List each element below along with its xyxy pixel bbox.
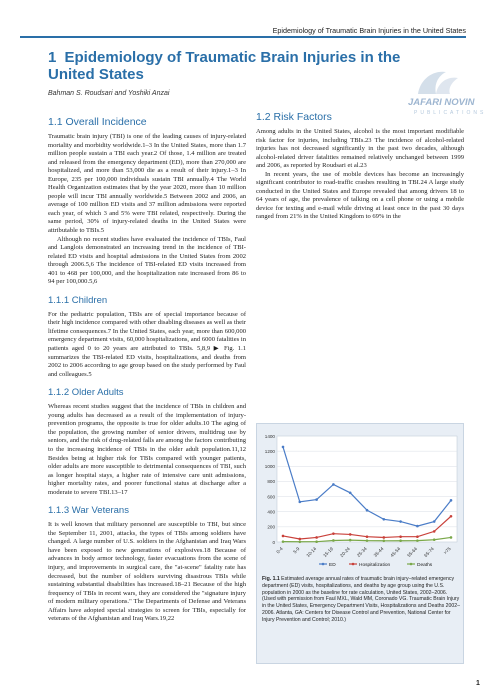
data-point [433,520,436,523]
chapter-title-text: Epidemiology of Traumatic Brain Injuries in the United States [48,49,401,83]
data-point [282,540,285,543]
y-tick-label: 1000 [264,464,275,470]
y-tick-label: 1200 [264,448,275,454]
watermark-subtitle: PUBLICATIONS [414,110,487,116]
left-column [48,111,246,624]
line-chart [257,424,465,574]
data-point [299,538,302,541]
x-tick-label: 20-24 [339,546,351,559]
data-point [315,540,318,543]
x-tick-label: 0-4 [275,546,284,555]
y-tick-label: 600 [267,494,275,500]
data-point [349,533,352,536]
x-tick-label: 35-44 [372,546,385,559]
data-point [332,532,335,535]
legend-marker [410,563,413,566]
data-point [332,483,335,486]
data-point [416,535,419,538]
data-point [416,525,419,528]
paragraph: It is well known that military personnel are susceptible to TBI, but since the September 11, 2001, attacks, the types of TBIs among soldiers have changed. A large number of U.S. soldiers in the Afghanistan and Iraq Wars have been exposed to new generations of explosives.18 Because of advances in body armor technology, faster evacuations from the scene of injury, and improvements in surgical care, the "at-scene" fatality rate has decreased, but the number of soldiers surviving disastrous TBIs while sustaining substantial disabilities has increased.18–21 Because of the high frequency of TBIs in recent wars, they are considered the "signature injury of modern military operations." The Departments of Defense and Veterans Affairs have adopted special strategies to screen for TBIs, especially for veterans of the Afghanistan and Iraq Wars.19,22 [48,521,246,623]
data-point [450,499,453,502]
paragraph: Although no recent studies have evaluated the incidence of TBIs, Faul and Langlois demonstrated an increasing trend in the incidence of TBI-related ED visits and hospital admissions in the United States from 2002 through 2006.5,6 The incidence of TBI-related ED visits increased from 401 to 468 per 100,000, and the hospitalization rate increased from 86 to 94 per 100,000.5,6 [48,235,246,286]
paragraph: Traumatic brain injury (TBI) is one of the leading causes of injury-related mortality and morbidity worldwide.1–3 In the United States, more than 1.7 million people sustain a TBI each year.2 Of those, 1.4 million are treated and released from the emergency department (ED), more than 270,000 are hospitalized, and more than 53,000 die as a result of their injury.1–3 In Europe, 235 per 100,000 individuals sustain TBI annually.4 The World Health Organization estimates that by the year 2020, more than 10 million people will incur TBI annually worldwide.5 Between 2002 and 2006, an average of 100 million ED visits and 37 million admissions were reported each year, of which 3 and 5% were TBI related, respectively. During the same period, 30% of injury-related deaths in the United States were attributable to TBIs.5 [48,133,246,235]
data-point [282,446,285,449]
chapter-authors: Bahman S. Roudsari and Yoshiki Anzai [48,90,170,97]
data-point [282,535,285,538]
data-point [299,540,302,543]
page-number: 1 [476,680,480,687]
x-tick-label: 25-34 [355,546,368,559]
data-point [433,538,436,541]
x-tick-label: 65-74 [423,546,435,559]
paragraph: For the pediatric population, TBIs are of special importance because of their high incidence compared with other disabling diseases as well as their lifetime consequences.7 In the United States, each year, more than 600,000 emergency department visits, 60,000 hospitalizations, and 6000 fatalities in patients aged 0 to 20 years are attributed to TBIs. 5,8,9 ▶ Fig. 1.1 summarizes the TBI-related ED visits, hospitalizations, and deaths from 2002 to 2006 according to age group based on the study performed by Faul and colleagues.5 [48,310,246,378]
data-point [299,501,302,504]
x-tick-label: >75 [442,546,452,556]
data-point [383,539,386,542]
data-point [450,515,453,518]
legend-marker [352,563,355,566]
figure-1-1 [256,423,464,664]
paragraph: In recent years, the use of mobile devices has become an increasingly significant contributor to road-traffic crashes resulting in TBI.24 A large study conducted in the United States and Europe revealed that among drivers 18 to 64 years of age, the prevalence of talking on a cell phone or using a mobile device for texting and e-mail while driving at least once in the past 30 days ranged from 21% in the United Kingdom to 69% in the [256,170,464,221]
running-header [0,0,500,37]
data-point [399,520,402,523]
data-point [383,518,386,521]
x-tick-label: 15-19 [322,546,335,559]
data-point [315,498,318,501]
data-point [450,536,453,539]
section-heading-war-veterans: 1.1.3 War Veterans [48,505,129,517]
data-point [349,491,352,494]
y-tick-label: 400 [267,509,275,515]
x-tick-label: 10-14 [305,546,318,559]
data-point [349,539,352,542]
data-point [315,536,318,539]
data-point [332,539,335,542]
x-tick-label: 55-64 [406,546,419,559]
figure-caption [262,576,460,624]
x-tick-label: 45-54 [389,546,402,559]
chapter-title [48,49,438,83]
data-point [416,539,419,542]
y-tick-label: 1400 [264,433,275,439]
data-point [366,509,369,512]
figure-label: Fig. 1.1 [262,576,280,582]
section-heading-children: 1.1.1 Children [48,294,108,306]
watermark-name: JAFARI NOVIN [408,97,475,108]
data-point [366,539,369,542]
x-tick-label: 5-9 [292,546,301,555]
legend-label: ED [329,562,336,568]
data-point [399,539,402,542]
running-title: Epidemiology of Traumatic Brain Injuries in the United States [272,26,466,35]
data-point [399,535,402,538]
y-tick-label: 200 [267,524,275,530]
header-rule [20,36,466,38]
y-tick-label: 0 [272,539,275,545]
data-point [366,535,369,538]
y-tick-label: 800 [267,479,275,485]
section-heading-risk-factors: 1.2 Risk Factors [256,111,332,123]
data-point [433,530,436,533]
section-heading-overall-incidence: 1.1 Overall Incidence [48,116,147,128]
legend-label: Hospitalization [359,562,391,568]
chapter-number: 1 [48,49,57,66]
paragraph: Whereas recent studies suggest that the incidence of TBIs in children and young adults has decreased as a result of the implementation of injury-prevention programs, the opposite is true for older adults.10 The aging of the population, the growing number of senior drivers, multidrug use by seniors, and the risk of drug-related falls are among the factors contributing to the increasing incidence of TBIs in the older adult population.11,12 Besides being at higher risk for TBIs compared with younger patients, older adults are more susceptible to detrimental consequences of TBI, such as longer hospital stays, a higher rate of intensive care unit admissions, higher mortality rates, and poorer functional status at discharge after a moderate to severe TBI.13–17 [48,403,246,496]
legend-label: Deaths [417,562,433,568]
legend-marker [322,563,325,566]
section-heading-older-adults: 1.1.2 Older Adults [48,387,124,399]
paragraph: Among adults in the United States, alcohol is the most important modifiable risk factor for injuries, including TBIs.23 The incidence of alcohol-related injuries has not decreased significantly in the past two decades, although alcohol-related driver fatalities remained relatively unchanged between 1999 and 2006, as reported by Roudsari et al.23 [256,128,464,170]
data-point [383,536,386,539]
plot-area [277,436,457,542]
figure-caption-text: Estimated average annual rates of traumatic brain injury–related emergency department (ED) visits, hospitalizations, and deaths by age group using the U.S. population in 2000 as the baseline for rate calculation, United States, 2002–2006. (Used with permission from Faul MXL, Wald MM, Coronado VG. Traumatic Brain Injury in the United States, Emergency Department Visits, Hospitalizations and Deaths 2002–2006. Atlanta, GA: Centers for Disease Control and Prevention, National Center for Injury Prevention and Control; 2010.) [262,576,460,623]
right-column [256,111,464,222]
